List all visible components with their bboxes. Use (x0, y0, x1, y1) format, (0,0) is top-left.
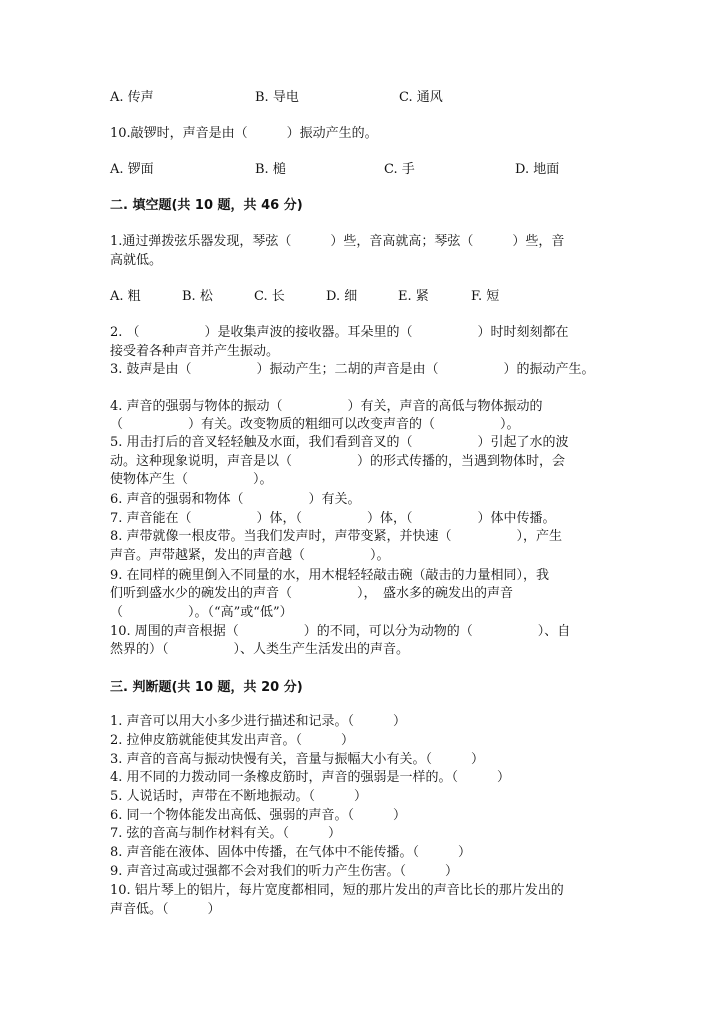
s2-line: （ ）。（“高”或“低”） (110, 605, 293, 620)
s2-line: 接受着各种声音并产生振动。 (110, 344, 280, 359)
s2-line: 4. 声音的强弱与物体的振动（ ）有关，声音的高低与物体振动的 (110, 399, 543, 414)
s2-line: 然界的）（ ）、人类生产生活发出的声音。 (110, 642, 410, 657)
s2-line: （ ）有关。改变物质的粗细可以改变声音的（ ）。 (110, 417, 520, 432)
s2-q1-line1: 1.通过弹拨弦乐器发现，琴弦（ ）些，音高就高；琴弦（ ）些，音 (110, 234, 565, 249)
s2-line: 9. 在同样的碗里倒入不同量的水，用木棍轻轻敲击碗（敲击的力量相同），我 (110, 568, 550, 583)
s2-line: 动。这种现象说明，声音是以（ ）的形式传播的，当遇到物体时，会 (110, 454, 566, 469)
q9-option-a: A. 传声 (110, 90, 154, 105)
s3-line: 1. 声音可以用大小多少进行描述和记录。（ ） (110, 714, 407, 729)
s3-line: 8. 声音能在液体、固体中传播，在气体中不能传播。（ ） (110, 845, 472, 860)
s2-q1-option-b: B. 松 (182, 289, 213, 304)
q10-option-d: D. 地面 (515, 162, 560, 177)
s3-line: 5. 人说话时，声带在不断地振动。（ ） (110, 789, 368, 804)
s2-line: 6. 声音的强弱和物体（ ）有关。 (110, 492, 361, 507)
section2-heading: 二. 填空题(共 10 题，共 46 分) (110, 198, 303, 213)
s2-line: 7. 声音能在（ ）体，（ ）体，（ ）体中传播。 (110, 511, 556, 526)
s2-line: 使物体产生（ ）。 (110, 472, 273, 487)
s3-line: 3. 声音的音高与振动快慢有关，音量与振幅大小有关。（ ） (110, 752, 485, 767)
s3-line: 10. 铝片琴上的铝片，每片宽度都相同，短的那片发出的声音比长的那片发出的 (110, 883, 564, 898)
s2-q1-option-a: A. 粗 (110, 289, 141, 304)
s2-line: 声音。声带越紧，发出的声音越（ ）。 (110, 548, 390, 563)
s2-line: 2. （ ）是收集声波的接收器。耳朵里的（ ）时时刻刻都在 (110, 325, 569, 340)
s2-line: 3. 鼓声是由（ ）振动产生；二胡的声音是由（ ）的振动产生。 (110, 362, 595, 377)
q9-option-b: B. 导电 (255, 90, 299, 105)
s2-line: 10. 周围的声音根据（ ）的不同，可以分为动物的（ ）、自 (110, 624, 571, 639)
q10-option-c: C. 手 (384, 162, 415, 177)
s2-q1-option-d: D. 细 (326, 289, 358, 304)
q10-option-a: A. 锣面 (110, 162, 154, 177)
s2-q1-option-e: E. 紧 (398, 289, 429, 304)
s3-line: 9. 声音过高或过强都不会对我们的听力产生伤害。（ ） (110, 864, 459, 879)
s2-q1-option-c: C. 长 (254, 289, 285, 304)
section3-heading: 三. 判断题(共 10 题，共 20 分) (110, 680, 303, 695)
s2-line: 8. 声带就像一根皮带。当我们发声时，声带变紧，并快速（ ），产生 (110, 529, 563, 544)
q10-option-b: B. 槌 (255, 162, 286, 177)
s3-line: 4. 用不同的力拨动同一条橡皮筋时，声音的强弱是一样的。（ ） (110, 770, 511, 785)
s2-q1-option-f: F. 短 (471, 289, 500, 304)
s2-line: 5. 用击打后的音叉轻轻触及水面，我们看到音叉的（ ）引起了水的波 (110, 435, 569, 450)
s2-line: 们听到盛水少的碗发出的声音（ ）， 盛水多的碗发出的声音 (110, 586, 514, 601)
s3-line: 7. 弦的音高与制作材料有关。（ ） (110, 826, 342, 841)
q10-question: 10.敲锣时，声音是由（ ）振动产生的。 (110, 126, 378, 141)
q9-option-c: C. 通风 (399, 90, 443, 105)
s3-line: 声音低。（ ） (110, 902, 221, 917)
s3-line: 6. 同一个物体能发出高低、强弱的声音。（ ） (110, 808, 407, 823)
s3-line: 2. 拉伸皮筋就能使其发出声音。（ ） (110, 733, 355, 748)
s2-q1-line2: 高就低。 (110, 253, 163, 268)
